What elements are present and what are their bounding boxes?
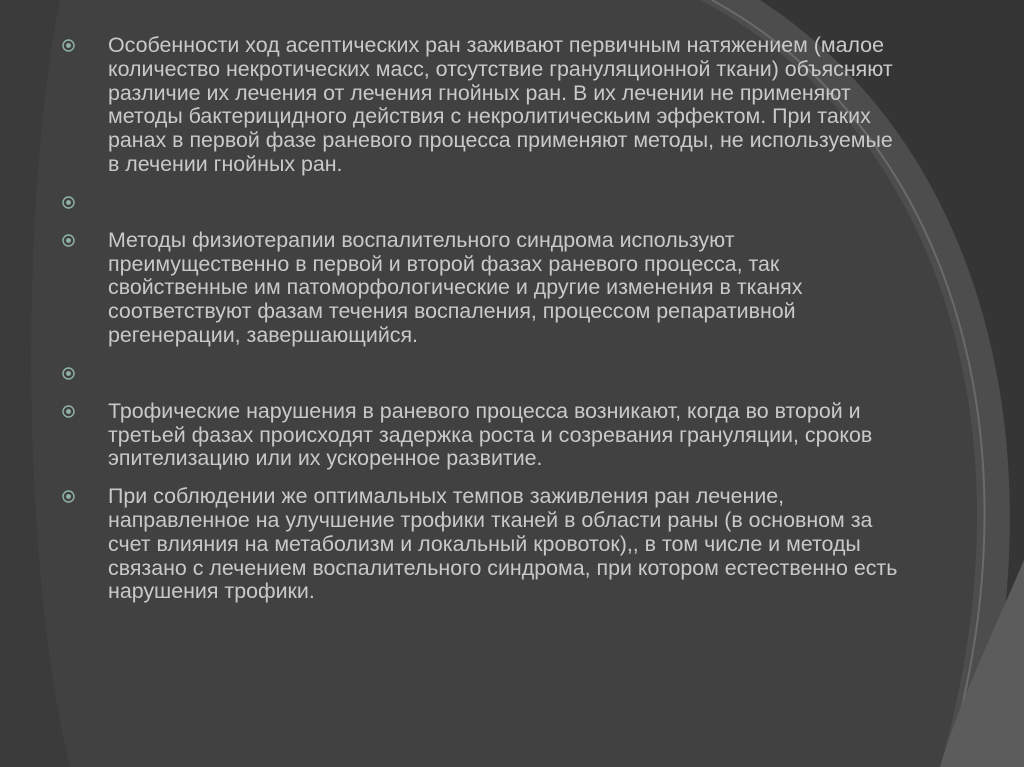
target-circle-icon (62, 367, 75, 380)
bullet-list (62, 34, 902, 618)
bullet-item-4 (62, 362, 902, 386)
target-circle-icon (62, 39, 75, 52)
bullet-text: Особенности ход асептических ран заживают первичным натяжением (малое количество некротических масс, отсутствие грануляционной ткани) объясняют различие их лечения от лечения гнойных ран. В их лечении не применяют методы бактерицидного действия с некролитическьим эффектом. При таких ранах в первой фазе раневого процесса применяют методы, не используемые в лечении гнойных ран. (108, 33, 893, 176)
bullet-text: При соблюдении же оптимальных темпов заживления ран лечение, направленное на улучшение трофики тканей в области раны (в основном за счет влияния на метаболизм и локальный кровоток),, в том числе и методы связано с лечением воспалительного синдрома, при котором естественно есть нарушения трофики. (108, 484, 898, 604)
target-circle-icon (62, 196, 75, 209)
bullet-item-1 (62, 34, 902, 177)
bullet-item-6 (62, 485, 902, 604)
bullet-text: Трофические нарушения в раневого процесса возникают, когда во второй и третьей фазах происходят задержка роста и созревания грануляции, сроков эпителизацию или их ускоренное развитие. (108, 398, 873, 471)
bullet-item-5 (62, 400, 902, 471)
bullet-item-3 (62, 229, 902, 348)
target-circle-icon (62, 405, 75, 418)
target-circle-icon (62, 234, 75, 247)
bullet-item-2 (62, 191, 902, 215)
bullet-text: Методы физиотерапии воспалительного синдрома используют преимущественно в первой и второй фазах раневого процесса, так свойственные им патоморфологические и другие изменения в тканях соответствуют фазам течения воспаления, процессом репаративной регенерации, завершающийся. (108, 227, 803, 347)
target-circle-icon (62, 490, 75, 503)
